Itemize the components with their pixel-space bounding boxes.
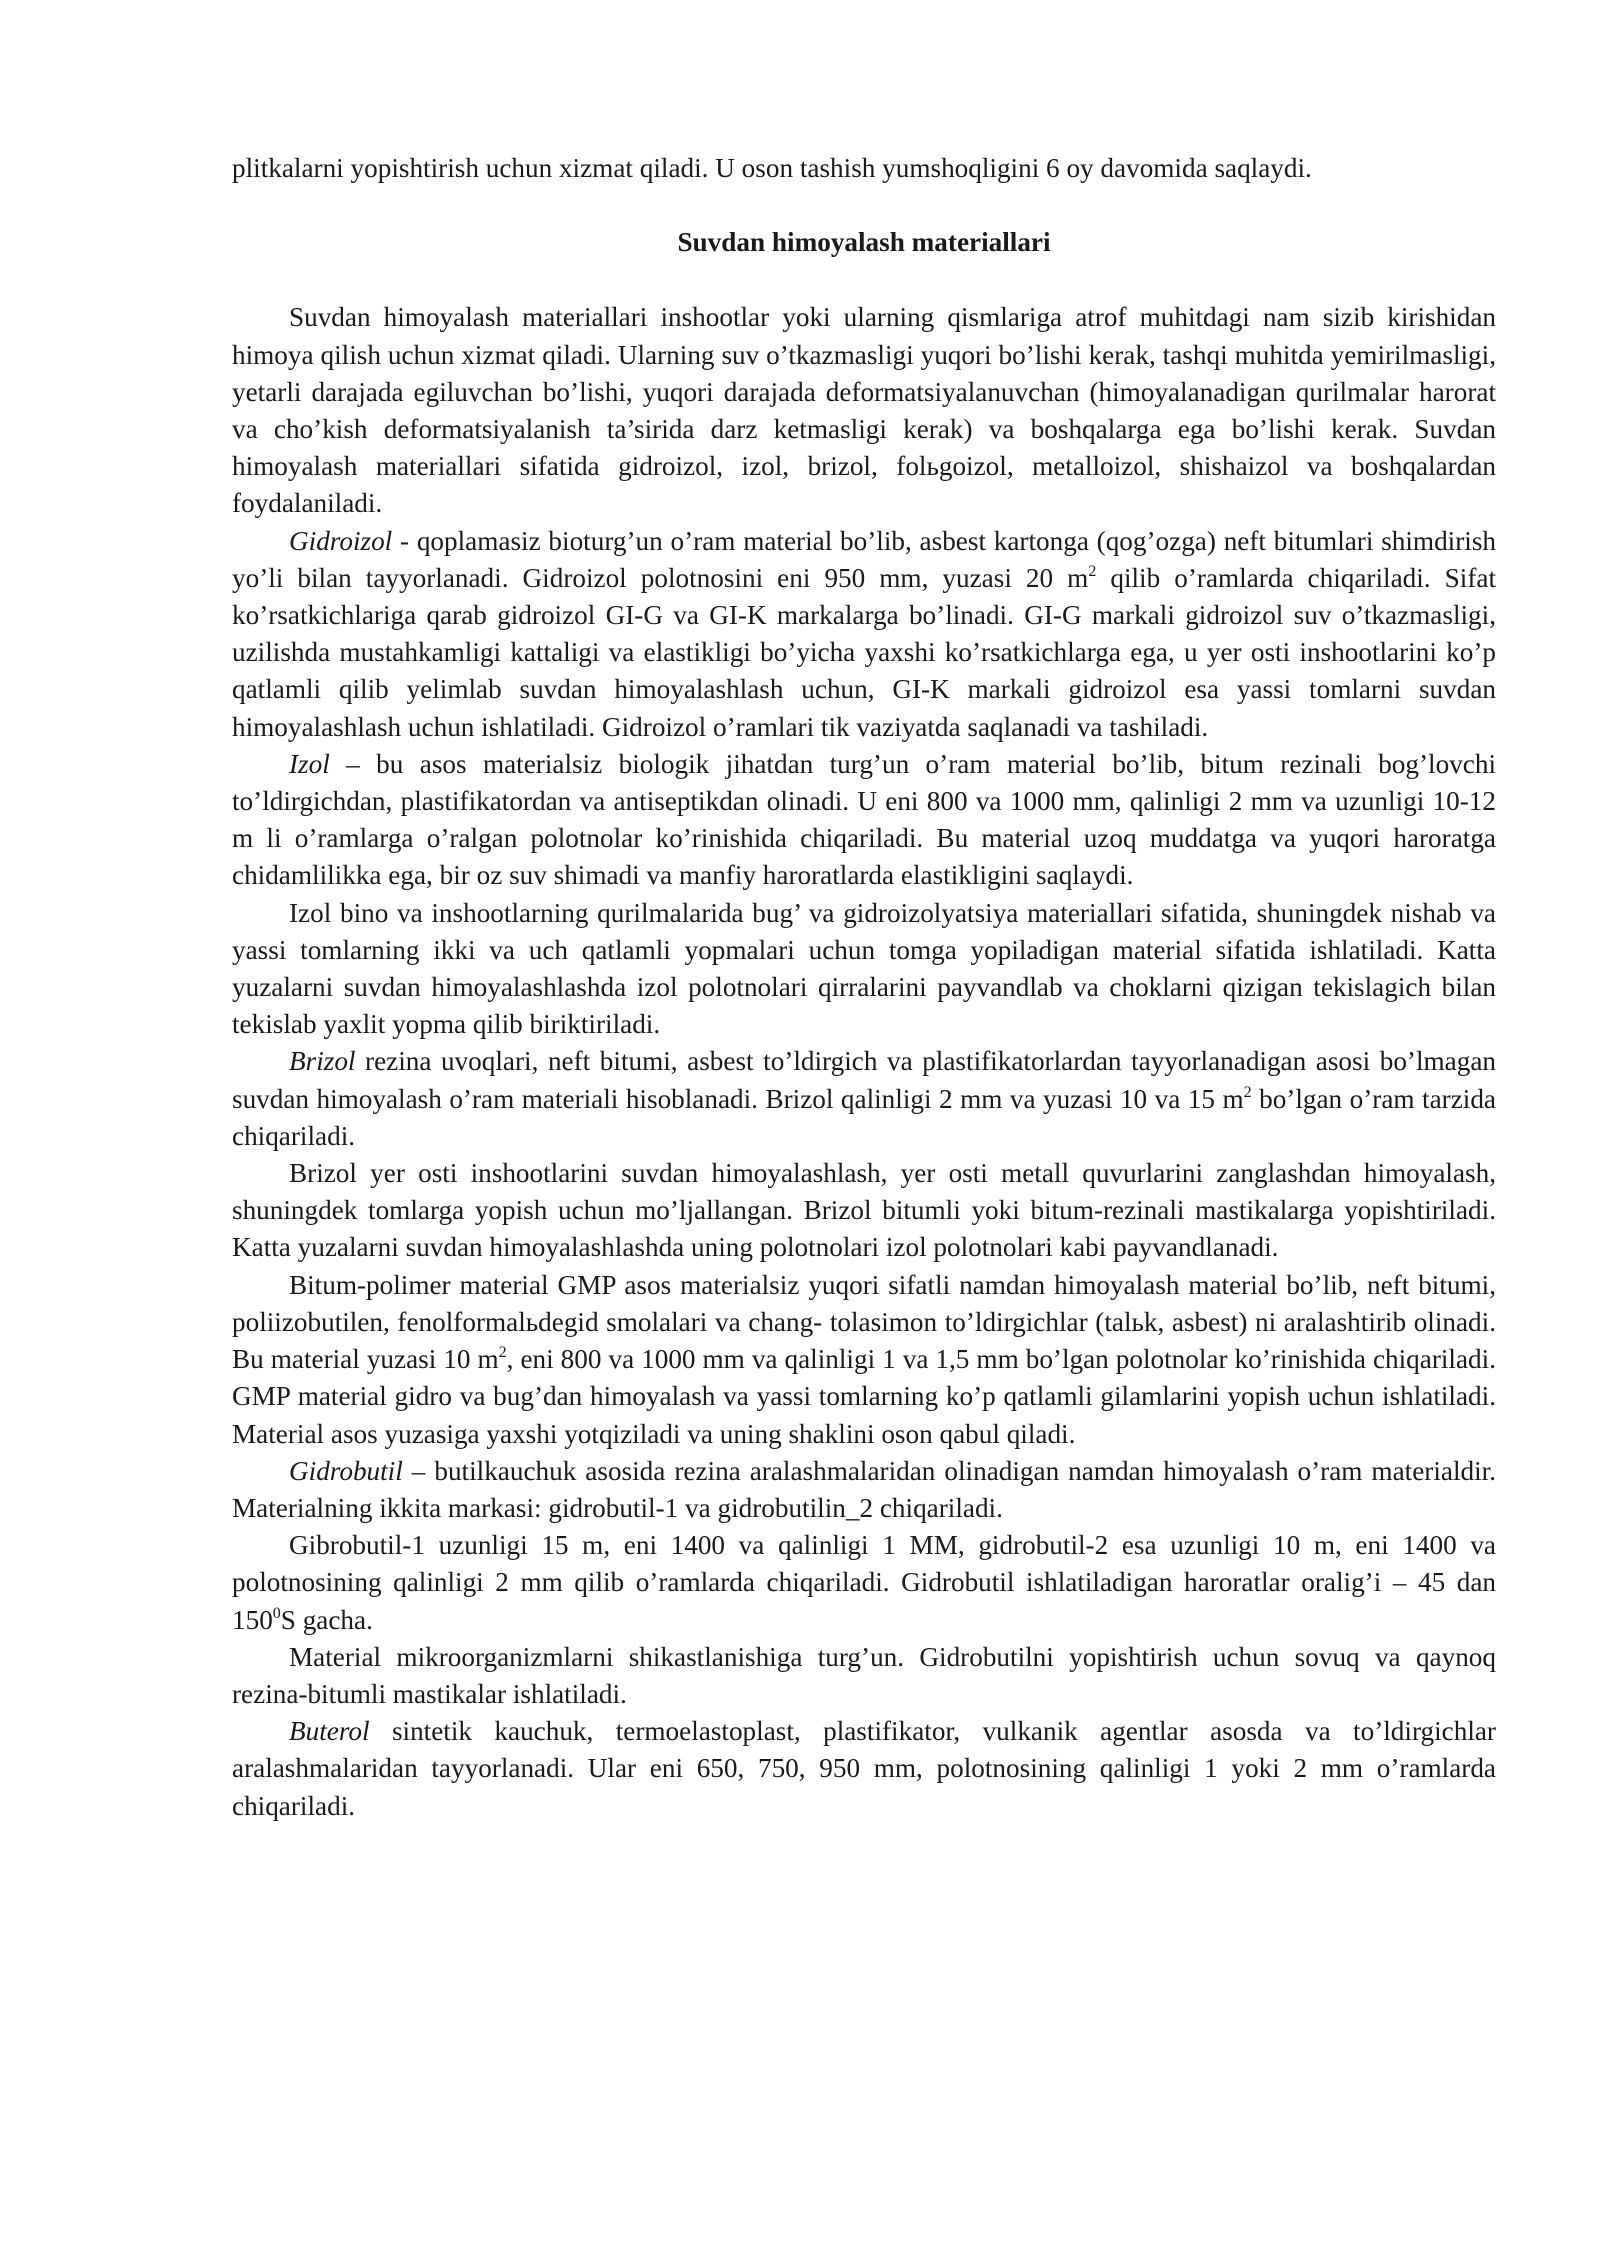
term-gidrobutil: Gidrobutil xyxy=(289,1455,403,1486)
paragraph-text: qilib o’ramlarda chiqariladi. Sifat ko’rsatkichlariga qarab gidroizol GI-G va GI-K markalarga bo’linadi. GI-G markali gidroizol suv o’tkazmasligi, uzilishda mustahkamligi kattaligi va elastikligi bo’yicha yaxshi ko’rsatkichlarga ega, u yer osti inshootlarini ko’p qatlamli qilib yelimlab suvdan himoyalashlash uchun, GI-K markali gidroizol esa yassi tomlarni suvdan himoyalashlash uchun ishlatiladi. Gidroizol o’ramlari tik vaziyatda saqlanadi va tashiladi. xyxy=(232,562,1496,742)
term-buterol: Buterol xyxy=(289,1716,370,1747)
paragraph-text: bo’lgan o’ram tarzida chiqariladi. xyxy=(232,1083,1496,1151)
paragraph-brizol-usage: Brizol yer osti inshootlarini suvdan himoyalashlash, yer osti metall quvurlarini zanglashdan himoyalash, shuningdek tomlarga yopish uchun mo’ljallangan. Brizol bitumli yoki bitum-rezinali mastikalarga yopishtiriladi. Katta yuzalarni suvdan himoyalashlashda uning polotnolari izol polotnolari kabi payvandlanadi. xyxy=(232,1158,1496,1263)
paragraph-gidrobutil xyxy=(232,1453,1496,1527)
intro-paragraph: plitkalarni yopishtirish uchun xizmat qiladi. U oson tashish yumshoqligini 6 oy davomida saqlaydi. xyxy=(232,153,1312,183)
superscript: 0 xyxy=(272,1604,281,1622)
paragraph-gmp xyxy=(232,1267,1496,1453)
paragraph-gidroizol xyxy=(232,523,1496,746)
paragraph-text: Gibrobutil-1 uzunligi 15 m, eni 1400 va qalinligi 1 MM, gidrobutil-2 esa uzunligi 10 m, eni 1400 va polotnosining qalinligi 2 mm qilib o’ramlarda chiqariladi. Gidrobutil ishlatiladigan haroratlar oralig’i – 45 dan 150 xyxy=(232,1530,1496,1635)
paragraph-text: sintetik kauchuk, termoelastoplast, plastifikator, vulkanik agentlar asosda va to’ldirgichlar aralashmalaridan tayyorlanadi. Ular eni 650, 750, 950 mm, polotnosining qalinligi 1 yoki 2 mm o’ramlarda chiqariladi. xyxy=(232,1716,1496,1821)
paragraph-gidrobutil-specs xyxy=(232,1527,1496,1639)
paragraph-brizol xyxy=(232,1043,1496,1155)
document-page xyxy=(232,150,1496,1825)
paragraph-text: – butilkauchuk asosida rezina aralashmalaridan olinadigan namdan himoyalash o’ram materialdir. Materialning ikkita markasi: gidrobutil-1 va gidrobutilin_2 chiqariladi. xyxy=(232,1455,1496,1523)
paragraph-text: - qoplamasiz bioturg’un o’ram material bo’lib, asbest kartonga (qog’ozga) neft bitumlari shimdirish yo’li bilan tayyorlanadi. Gidroizol polotnosini eni 950 mm, yuzasi 20 m xyxy=(232,525,1496,593)
paragraph-text: – bu asos materialsiz biologik jihatdan turg’un o’ram material bo’lib, bitum rezinali bog’lovchi to’ldirgichdan, plastifikatordan va antiseptikdan olinadi. U eni 800 va 1000 mm, qalinligi 2 mm va uzunligi 10-12 m li o’ramlarga o’ralgan polotnolar ko’rinishida chiqariladi. Bu material uzoq muddatga va yuqori haroratga chidamlilikka ega, bir oz suv shimadi va manfiy haroratlarda elastikligini saqlaydi. xyxy=(232,748,1496,891)
superscript: 2 xyxy=(1088,562,1097,580)
paragraph-gidrobutil-mastic: Material mikroorganizmlarni shikastlanishiga turg’un. Gidrobutilni yopishtirish uchun sovuq va qaynoq rezina-bitumli mastikalar ishlatiladi. xyxy=(232,1641,1496,1709)
paragraph-intro-materials: Suvdan himoyalash materiallari inshootlar yoki ularning qismlariga atrof muhitdagi nam sizib kirishidan himoya qilish uchun xizmat qiladi. Ularning suv o’tkazmasligi yuqori bo’lishi kerak, tashqi muhitda yemirilmasligi, yetarli darajada egiluvchan bo’lishi, yuqori darajada deformatsiyalanuvchan (himoyalanadigan qurilmalar harorat va cho’kish deformatsiyalanish ta’sirida darz ketmasligi kerak) va boshqalarga ega bo’lishi kerak. Suvdan himoyalash materiallari sifatida gidroizol, izol, brizol, folьgoizol, metalloizol, shishaizol va boshqalardan foydalaniladi. xyxy=(232,302,1496,519)
paragraph-text: rezina uvoqlari, neft bitumi, asbest to’ldirgich va plastifikatorlardan tayyorlanadigan asosi bo’lmagan suvdan himoyalash o’ram materiali hisoblanadi. Brizol qalinligi 2 mm va yuzasi 10 va 15 m xyxy=(232,1046,1496,1114)
paragraph-izol-usage: Izol bino va inshootlarning qurilmalarida bug’ va gidroizolyatsiya materiallari sifatida, shuningdek nishab va yassi tomlarning ikki va uch qatlamli yopmalari uchun tomga yopiladigan material sifatida ishlatiladi. Katta yuzalarni suvdan himoyalashlashda izol polotnolari qirralarini payvandlab va choklarni qizigan tekislagich bilan tekislab yaxlit yopma qilib biriktiriladi. xyxy=(232,897,1496,1040)
term-gidroizol: Gidroizol xyxy=(289,525,393,556)
paragraph-text: Bitum-polimer material GMP asos materialsiz yuqori sifatli namdan himoyalash material bo’lib, neft bitumi, poliizobutilen, fenolformalьdegid smolalari va chang- tolasimon to’ldirgichlar (talьk, asbest) ni aralashtirib olinadi. Bu material yuzasi 10 m xyxy=(232,1269,1496,1375)
term-izol: Izol xyxy=(289,748,330,779)
paragraph-buterol xyxy=(232,1713,1496,1825)
section-heading: Suvdan himoyalash materiallari xyxy=(677,227,1051,258)
superscript: 2 xyxy=(1243,1083,1252,1101)
paragraph-izol xyxy=(232,746,1496,895)
superscript: 2 xyxy=(498,1344,507,1362)
paragraph-text: S gacha. xyxy=(280,1604,373,1635)
paragraph-text: , eni 800 va 1000 mm va qalinligi 1 va 1,5 mm bo’lgan polotnolar ko’rinishida chiqariladi. GMP material gidro va bug’dan himoyalash va yassi tomlarning ko’p qatlamli gilamlarini yopish uchun ishlatiladi. Material asos yuzasiga yaxshi yotqiziladi va uning shaklini oson qabul qiladi. xyxy=(232,1344,1496,1449)
term-brizol: Brizol xyxy=(289,1046,356,1077)
